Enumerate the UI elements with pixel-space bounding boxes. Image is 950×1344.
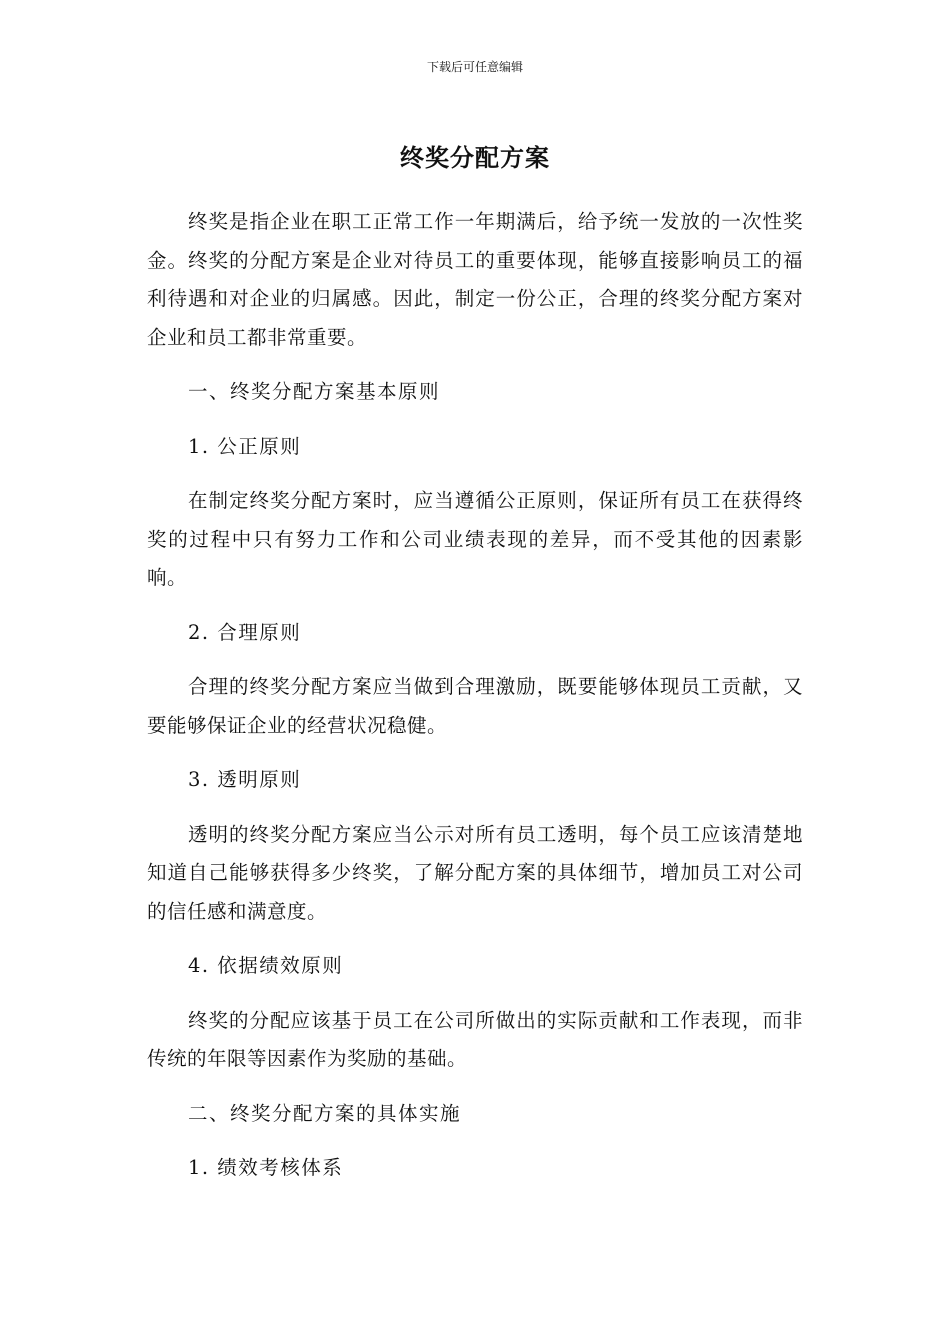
implementation-1-heading: 1. 绩效考核体系	[188, 1156, 344, 1179]
principle-2-text: 合理的终奖分配方案应当做到合理激励，既要能够体现员工贡献，又要能够保证企业的经营状况稳健。	[147, 675, 803, 737]
document-title: 终奖分配方案	[400, 144, 550, 172]
header-note: 下载后可任意编辑	[426, 60, 523, 74]
principle-4-heading: 4. 依据绩效原则	[188, 954, 344, 977]
section-2-heading: 二、终奖分配方案的具体实施	[188, 1101, 462, 1125]
principle-4-text: 终奖的分配应该基于员工在公司所做出的实际贡献和工作表现，而非传统的年限等因素作为奖励的基础。	[147, 1008, 803, 1070]
principle-2-heading: 2. 合理原则	[188, 620, 302, 644]
intro-paragraph: 终奖是指企业在职工正常工作一年期满后，给予统一发放的一次性奖金。终奖的分配方案是企业对待员工的重要体现，能够直接影响员工的福利待遇和对企业的归属感。因此，制定一份公正，合理的终奖分配方案对企业和员工都非常重要。	[147, 210, 803, 349]
principle-1-text: 在制定终奖分配方案时，应当遵循公正原则，保证所有员工在获得终奖的过程中只有努力工作和公司业绩表现的差异，而不受其他的因素影响。	[147, 489, 803, 589]
principle-1-heading: 1. 公正原则	[188, 434, 302, 458]
principle-3-text: 透明的终奖分配方案应当公示对所有员工透明，每个员工应该清楚地知道自己能够获得多少终奖，了解分配方案的具体细节，增加员工对公司的信任感和满意度。	[147, 822, 803, 923]
document-body	[147, 203, 803, 1188]
principle-3-heading: 3. 透明原则	[188, 768, 302, 791]
section-1-heading: 一、终奖分配方案基本原则	[188, 380, 441, 403]
